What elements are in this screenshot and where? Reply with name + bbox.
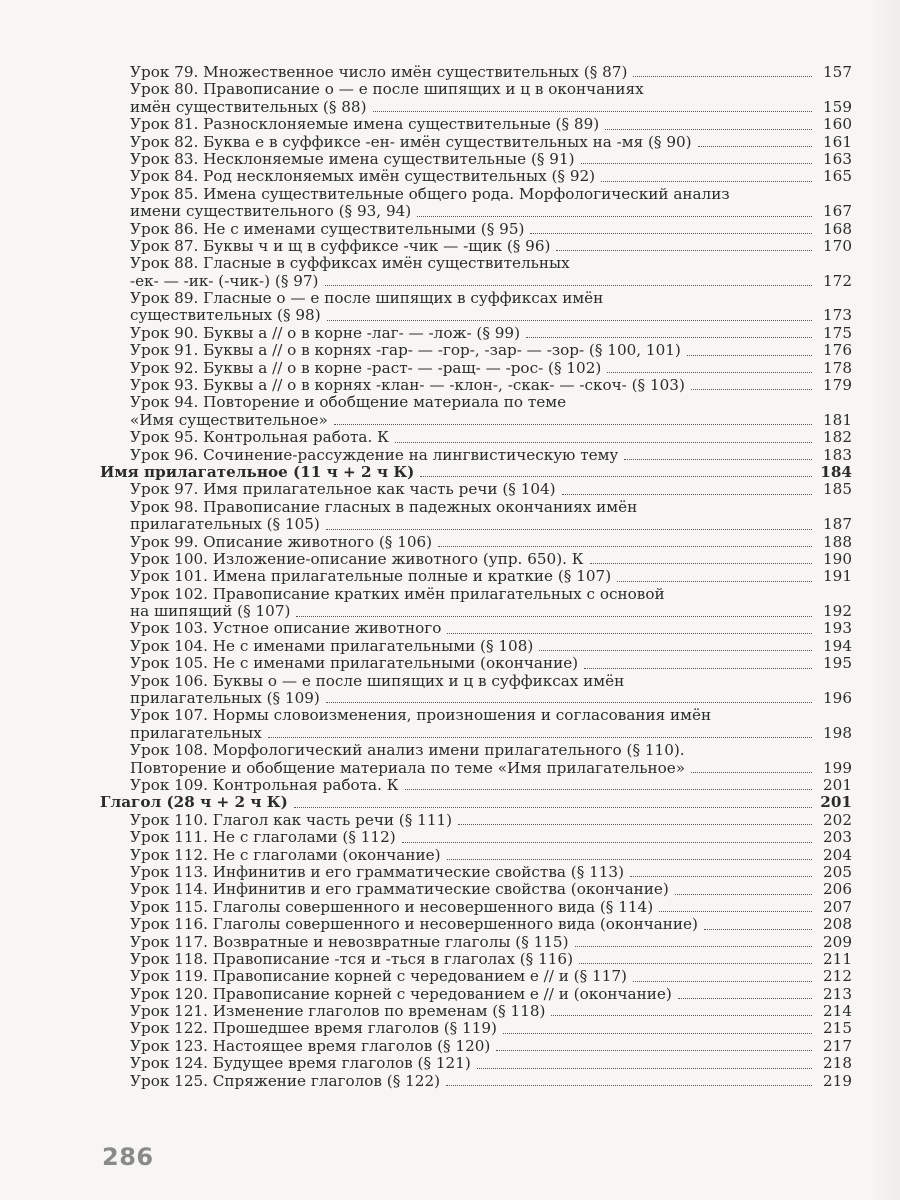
- toc-page-number: 184: [820, 462, 852, 481]
- dot-leader: [590, 562, 812, 564]
- dot-leader: [576, 268, 812, 269]
- toc-entry-title: Урок 88. Гласные в суффиксах имён существительных: [130, 255, 570, 273]
- dot-leader: [717, 720, 812, 721]
- toc-entry-title: Урок 122. Прошедшее время глаголов (§ 119): [130, 1020, 497, 1038]
- toc-page-number: 182: [823, 428, 852, 447]
- dot-leader: [633, 980, 812, 982]
- toc-entry-title: Урок 112. Не с глаголами (окончание): [130, 846, 441, 864]
- toc-page-number: 175: [823, 323, 852, 342]
- toc-entry-title: имён существительных (§ 88): [130, 98, 367, 116]
- dot-leader: [446, 1084, 812, 1086]
- toc-entry: [100, 377, 852, 394]
- dot-leader: [447, 858, 812, 860]
- toc-entry-title: Урок 105. Не с именами прилагательными (окончание): [130, 655, 579, 673]
- dot-leader: [562, 493, 812, 495]
- toc-entry: [100, 342, 852, 359]
- toc-page-number: 208: [823, 915, 852, 934]
- toc-page-number: 214: [823, 1002, 852, 1021]
- dot-leader: [503, 1032, 812, 1034]
- dot-leader: [551, 1014, 812, 1016]
- toc-page-number: 219: [823, 1071, 852, 1090]
- toc-entry: [100, 812, 852, 829]
- toc-entry: [100, 394, 852, 411]
- toc-entry: [100, 916, 852, 933]
- toc-entry-title: Урок 106. Буквы о — е после шипящих и ц в суффиксах имён: [130, 672, 625, 690]
- toc-entry-title: Урок 90. Буквы а // о в корне -лаг- — -лож- (§ 99): [130, 324, 521, 342]
- toc-entry: [100, 742, 852, 759]
- dot-leader: [575, 945, 812, 947]
- toc-entry-continuation: [100, 725, 852, 742]
- toc-entry-title: Урок 104. Не с именами прилагательными (§ 108): [130, 637, 534, 655]
- toc-entry-title: Урок 117. Возвратные и невозвратные глаголы (§ 115): [130, 933, 569, 951]
- dot-leader: [581, 162, 812, 164]
- dot-leader: [526, 336, 812, 338]
- toc-entry-continuation: [100, 516, 852, 533]
- toc-entry: [100, 447, 852, 464]
- toc-page-number: 213: [823, 984, 852, 1003]
- toc-section-heading: [100, 464, 852, 481]
- toc-entry: [100, 134, 852, 151]
- dot-leader: [691, 755, 812, 756]
- toc-entry: [100, 1020, 852, 1037]
- toc-entry: [100, 1073, 852, 1090]
- toc-page-number: 160: [823, 115, 852, 134]
- toc-page-number: 198: [823, 723, 852, 742]
- toc-page-number: 217: [823, 1036, 852, 1055]
- toc-entry: [100, 325, 852, 342]
- toc-page-number: 165: [823, 167, 852, 186]
- toc-page-number: 173: [823, 306, 852, 325]
- toc-entry-title: Урок 87. Буквы ч и щ в суффиксе -чик — -щик (§ 96): [130, 237, 551, 255]
- dot-leader: [617, 580, 812, 582]
- dot-leader: [334, 423, 812, 425]
- toc-entry-title: прилагательных: [130, 724, 262, 742]
- toc-page-number: 204: [823, 845, 852, 864]
- dot-leader: [539, 649, 812, 651]
- dot-leader: [326, 528, 812, 530]
- toc-entry-title: Урок 85. Имена существительные общего рода. Морфологический анализ: [130, 185, 730, 203]
- toc-entry: [100, 81, 852, 98]
- toc-entry-title: Урок 110. Глагол как часть речи (§ 111): [130, 811, 453, 829]
- toc-page-number: 188: [823, 532, 852, 551]
- dot-leader: [447, 632, 812, 634]
- toc-entry-continuation: [100, 307, 852, 324]
- toc-entry: [100, 221, 852, 238]
- toc-page-number: 212: [823, 967, 852, 986]
- dot-leader: [691, 388, 812, 390]
- toc-entry: [100, 707, 852, 724]
- toc-entry-title: Урок 100. Изложение-описание животного (упр. 650). К: [130, 550, 584, 568]
- toc-entry: [100, 151, 852, 168]
- toc-page-number: 187: [823, 515, 852, 534]
- toc-section-heading: [100, 794, 852, 811]
- toc-entry-title: Урок 123. Настоящее время глаголов (§ 120): [130, 1037, 491, 1055]
- toc-entry-continuation: [100, 99, 852, 116]
- toc-entry-title: Урок 93. Буквы а // о в корнях -клан- — -клон-, -скак- — -скоч- (§ 103): [130, 377, 685, 395]
- toc-entry: [100, 968, 852, 985]
- toc-entry-title: Урок 89. Гласные о — е после шипящих в суффиксах имён: [130, 290, 604, 308]
- toc-entry-title: Урок 80. Правописание о — е после шипящих и ц в окончаниях: [130, 81, 644, 99]
- toc-entry: [100, 1003, 852, 1020]
- dot-leader: [268, 736, 812, 738]
- dot-leader: [687, 354, 812, 356]
- dot-leader: [601, 180, 812, 182]
- toc-page-number: 194: [823, 636, 852, 655]
- dot-leader: [736, 198, 812, 199]
- toc-entry-title: прилагательных (§ 105): [130, 516, 320, 534]
- dot-leader: [477, 1067, 812, 1069]
- toc-entry-title: Урок 98. Правописание гласных в падежных окончаниях имён: [130, 498, 638, 516]
- dot-leader: [630, 875, 812, 877]
- toc-entry-title: Урок 86. Не с именами существительными (§ 95): [130, 220, 525, 238]
- dot-leader: [402, 841, 812, 843]
- toc-entry: [100, 238, 852, 255]
- toc-entry-title: имени существительного (§ 93, 94): [130, 203, 412, 221]
- dot-leader: [572, 407, 812, 408]
- toc-entry-title: Урок 108. Морфологический анализ имени прилагательного (§ 110).: [130, 742, 685, 760]
- toc-page-number: 211: [823, 949, 852, 968]
- dot-leader: [325, 284, 813, 286]
- toc-entry: [100, 255, 852, 272]
- toc-entry-title: -ек- — -ик- (-чик-) (§ 97): [130, 272, 319, 290]
- toc-entry: [100, 499, 852, 516]
- toc-entry-title: «Имя существительное»: [130, 411, 328, 429]
- toc-page-number: 176: [823, 341, 852, 360]
- toc-entry: [100, 551, 852, 568]
- toc-page-number: 157: [823, 62, 852, 81]
- dot-leader: [294, 806, 812, 808]
- toc-entry: [100, 568, 852, 585]
- dot-leader: [671, 598, 812, 599]
- toc-entry-title: на шипящий (§ 107): [130, 603, 291, 621]
- toc-page-number: 170: [823, 236, 852, 255]
- toc-entry-title: Урок 120. Правописание корней с чередованием е // и (окончание): [130, 985, 672, 1003]
- toc-entry: [100, 621, 852, 638]
- toc-entry: [100, 1055, 852, 1072]
- toc-entry-title: Урок 94. Повторение и обобщение материала по теме: [130, 394, 567, 412]
- toc-entry-title: Урок 114. Инфинитив и его грамматические свойства (окончание): [130, 881, 669, 899]
- toc-entry-title: существительных (§ 98): [130, 307, 321, 325]
- toc-entry: [100, 951, 852, 968]
- toc-entry-continuation: [100, 203, 852, 220]
- dot-leader: [556, 249, 812, 251]
- toc-entry-title: Урок 79. Множественное число имён существительных (§ 87): [130, 63, 628, 81]
- toc-page-number: 207: [823, 897, 852, 916]
- toc-page-number: 190: [823, 549, 852, 568]
- toc-entry: [100, 360, 852, 377]
- toc-entry-title: Имя прилагательное (11 ч + 2 ч К): [100, 463, 415, 481]
- toc-entry-title: прилагательных (§ 109): [130, 690, 320, 708]
- toc-entry-title: Урок 107. Нормы словоизменения, произношения и согласования имён: [130, 707, 712, 725]
- dot-leader: [659, 910, 812, 912]
- toc-entry: [100, 847, 852, 864]
- toc-page-number: 163: [823, 149, 852, 168]
- toc-page-number: 199: [823, 758, 852, 777]
- toc-page-number: 196: [823, 689, 852, 708]
- toc-entry-continuation: [100, 760, 852, 777]
- dot-leader: [650, 94, 812, 95]
- toc-page-number: 168: [823, 219, 852, 238]
- toc-entry: [100, 481, 852, 498]
- toc-entry-title: Урок 99. Описание животного (§ 106): [130, 533, 433, 551]
- toc-entry-title: Урок 102. Правописание кратких имён прилагательных с основой: [130, 585, 665, 603]
- toc-entry: [100, 899, 852, 916]
- dot-leader: [678, 997, 812, 999]
- page-number: 286: [102, 1143, 154, 1171]
- toc-entry: [100, 777, 852, 794]
- toc-entry-title: Урок 116. Глаголы совершенного и несовершенного вида (окончание): [130, 916, 698, 934]
- toc-entry-continuation: [100, 603, 852, 620]
- dot-leader: [326, 701, 812, 703]
- dot-leader: [675, 893, 812, 895]
- toc-entry: [100, 864, 852, 881]
- toc-page-number: 202: [823, 810, 852, 829]
- toc-page-number: 192: [823, 602, 852, 621]
- toc-page-number: 193: [823, 619, 852, 638]
- toc-entry-title: Урок 81. Разносклоняемые имена существительные (§ 89): [130, 116, 600, 134]
- toc-entry-title: Урок 83. Несклоняемые имена существительные (§ 91): [130, 150, 575, 168]
- toc-entry-title: Урок 103. Устное описание животного: [130, 620, 442, 638]
- dot-leader: [605, 128, 812, 130]
- toc-entry-title: Глагол (28 ч + 2 ч К): [100, 794, 288, 812]
- toc-entry-continuation: [100, 690, 852, 707]
- toc-page-number: 203: [823, 828, 852, 847]
- toc-entry: [100, 829, 852, 846]
- dot-leader: [530, 232, 812, 234]
- toc-entry-title: Урок 96. Сочинение-рассуждение на лингвистическую тему: [130, 446, 619, 464]
- toc-entry: [100, 881, 852, 898]
- dot-leader: [609, 302, 812, 303]
- dot-leader: [420, 475, 812, 477]
- toc-entry-title: Урок 125. Спряжение глаголов (§ 122): [130, 1072, 441, 1090]
- dot-leader: [633, 75, 812, 77]
- toc-entry-title: Урок 113. Инфинитив и его грамматические свойства (§ 113): [130, 863, 625, 881]
- table-of-contents: [100, 64, 852, 1090]
- toc-page-number: 191: [823, 567, 852, 586]
- toc-page-number: 183: [823, 445, 852, 464]
- toc-page-number: 172: [823, 271, 852, 290]
- dot-leader: [496, 1049, 812, 1051]
- toc-page-number: 201: [823, 776, 852, 794]
- dot-leader: [630, 685, 812, 686]
- toc-entry: [100, 934, 852, 951]
- toc-entry-title: Урок 82. Буква е в суффиксе -ен- имён существительных на -мя (§ 90): [130, 133, 692, 151]
- toc-page-number: 218: [823, 1054, 852, 1073]
- dot-leader: [373, 110, 812, 112]
- toc-page-number: 159: [823, 97, 852, 116]
- dot-leader: [643, 511, 812, 512]
- toc-entry: [100, 168, 852, 185]
- dot-leader: [579, 962, 812, 964]
- toc-entry: [100, 1038, 852, 1055]
- dot-leader: [698, 145, 812, 147]
- toc-entry-title: Повторение и обобщение материала по теме «Имя прилагательное»: [130, 759, 686, 777]
- toc-entry-title: Урок 119. Правописание корней с чередованием е // и (§ 117): [130, 968, 627, 986]
- page-edge-shadow: [870, 0, 900, 1200]
- toc-entry-title: Урок 124. Будущее время глаголов (§ 121): [130, 1055, 471, 1073]
- toc-entry-continuation: [100, 273, 852, 290]
- toc-entry-title: Урок 115. Глаголы совершенного и несовершенного вида (§ 114): [130, 898, 654, 916]
- toc-page-number: 167: [823, 202, 852, 221]
- toc-page-number: 201: [820, 793, 852, 812]
- dot-leader: [296, 615, 812, 617]
- toc-entry-title: Урок 118. Правописание -тся и -ться в глаголах (§ 116): [130, 950, 573, 968]
- toc-entry-title: Урок 121. Изменение глаголов по временам (§ 118): [130, 1003, 546, 1021]
- dot-leader: [584, 667, 812, 669]
- dot-leader: [438, 545, 812, 547]
- toc-entry: [100, 116, 852, 133]
- toc-entry: [100, 673, 852, 690]
- dot-leader: [704, 928, 812, 930]
- toc-entry: [100, 534, 852, 551]
- dot-leader: [458, 823, 812, 825]
- toc-entry: [100, 986, 852, 1003]
- toc-entry: [100, 186, 852, 203]
- dot-leader: [405, 788, 812, 790]
- toc-page-number: 185: [823, 480, 852, 499]
- toc-entry: [100, 290, 852, 307]
- toc-entry: [100, 655, 852, 672]
- toc-entry-title: Урок 101. Имена прилагательные полные и краткие (§ 107): [130, 568, 612, 586]
- toc-entry-title: Урок 92. Буквы а // о в корне -раст- — -ращ- — -рос- (§ 102): [130, 359, 602, 377]
- toc-entry-continuation: [100, 412, 852, 429]
- dot-leader: [417, 215, 812, 217]
- toc-entry: [100, 586, 852, 603]
- toc-entry: [100, 429, 852, 446]
- toc-entry-title: Урок 97. Имя прилагательное как часть речи (§ 104): [130, 481, 556, 499]
- toc-page-number: 206: [823, 880, 852, 899]
- toc-entry-title: Урок 109. Контрольная работа. К: [130, 777, 399, 794]
- toc-entry: [100, 64, 852, 81]
- toc-page-number: 178: [823, 358, 852, 377]
- dot-leader: [327, 319, 812, 321]
- toc-entry-title: Урок 111. Не с глаголами (§ 112): [130, 829, 396, 847]
- toc-page-number: 181: [823, 410, 852, 429]
- dot-leader: [624, 458, 812, 460]
- toc-page-number: 195: [823, 654, 852, 673]
- toc-page-number: 179: [823, 376, 852, 395]
- dot-leader: [607, 371, 812, 373]
- toc-page-number: 215: [823, 1019, 852, 1038]
- toc-entry-title: Урок 84. Род несклоняемых имён существительных (§ 92): [130, 168, 596, 186]
- toc-page-number: 205: [823, 862, 852, 881]
- toc-entry: [100, 638, 852, 655]
- toc-entry-title: Урок 95. Контрольная работа. К: [130, 429, 389, 447]
- dot-leader: [395, 441, 812, 443]
- toc-entry-title: Урок 91. Буквы а // о в корнях -гар- — -гор-, -зар- — -зор- (§ 100, 101): [130, 342, 681, 360]
- toc-page-number: 161: [823, 132, 852, 151]
- dot-leader: [691, 771, 812, 773]
- toc-page-number: 209: [823, 932, 852, 951]
